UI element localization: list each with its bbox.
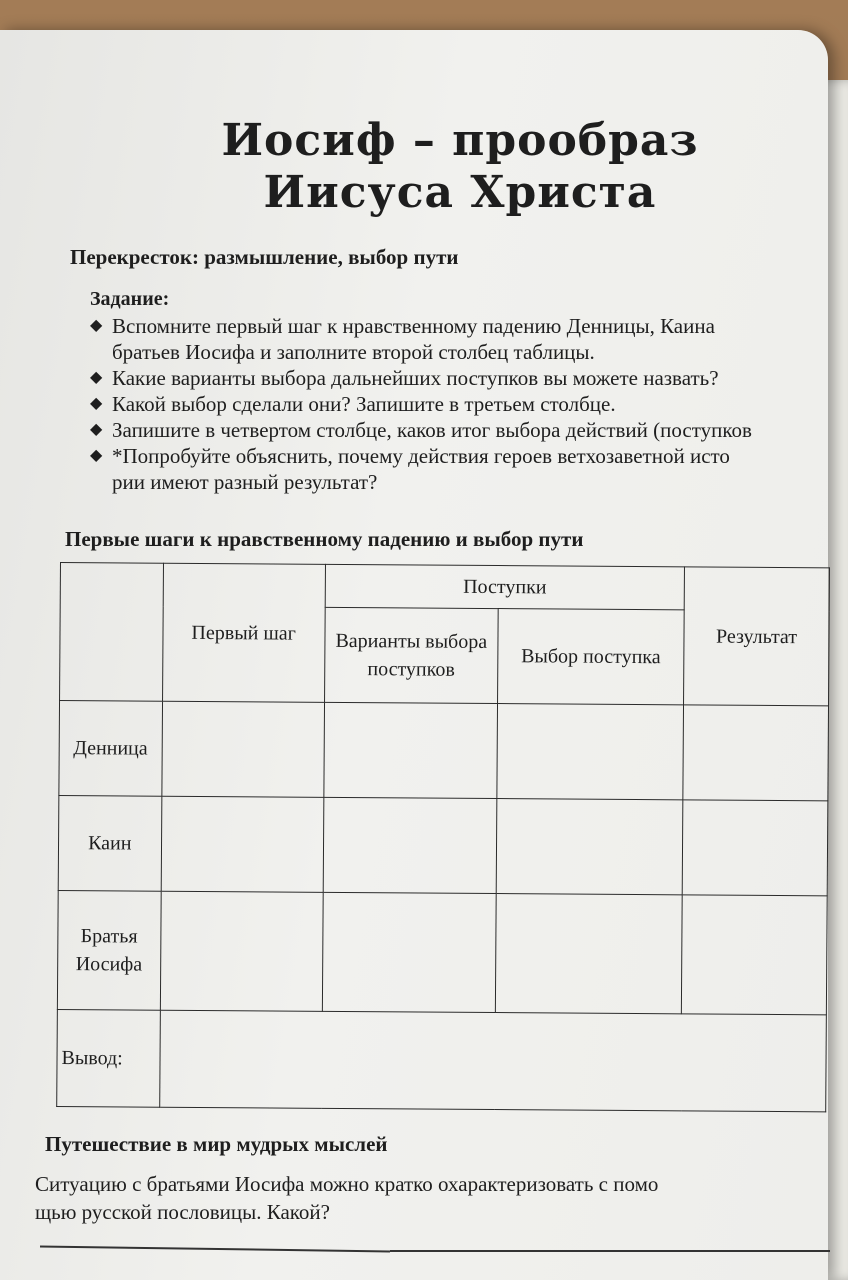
header-variants: Варианты выбора поступков <box>324 607 498 703</box>
table-cell[interactable] <box>160 891 323 1011</box>
conclusion-row <box>57 1009 827 1111</box>
task-item: ◆ Вспомните первый шаг к нравственному падению Денницы, Каина братьев Иосифа и заполните второй столбец таблицы. <box>90 314 715 364</box>
diamond-bullet-icon: ◆ <box>90 447 103 464</box>
task-list <box>90 313 830 495</box>
diamond-bullet-icon: ◆ <box>90 317 103 334</box>
diamond-bullet-icon: ◆ <box>90 421 103 438</box>
task-item: ◆ Какие варианты выбора дальнейших поступков вы можете назвать? <box>90 366 719 390</box>
table-cell[interactable] <box>161 796 324 892</box>
table-cell[interactable] <box>324 702 498 798</box>
table-cell[interactable] <box>161 701 324 797</box>
table-cell[interactable] <box>497 704 684 800</box>
task-item: ◆ Запишите в четвертом столбце, каков итог выбора действий (поступков <box>90 418 752 442</box>
travel-text-line-2: щью русской пословицы. Какой? <box>35 1200 330 1224</box>
table-cell[interactable] <box>322 892 496 1012</box>
steps-table <box>56 562 830 1112</box>
table-row <box>57 890 827 1014</box>
diamond-bullet-icon: ◆ <box>90 369 103 386</box>
title-line-2: Иисуса Христа <box>263 167 657 218</box>
travel-text-line-1: Ситуацию с братьями Иосифа можно кратко охарактеризовать с помо <box>35 1172 659 1196</box>
table-row <box>59 701 829 801</box>
table-cell[interactable] <box>323 797 497 893</box>
diamond-bullet-icon: ◆ <box>90 395 103 412</box>
task-item: ◆ *Попробуйте объяснить, почему действия героев ветхозаветной исто рии имеют разный результат? <box>90 444 730 494</box>
task-item: ◆ Какой выбор сделали они? Запишите в третьем столбце. <box>90 392 616 416</box>
title-line-1: Иосиф – прообраз <box>221 115 699 166</box>
table-header-row <box>60 563 829 611</box>
table-cell[interactable] <box>495 894 682 1014</box>
table-heading: Первые шаги к нравственному падению и выбор пути <box>65 527 584 551</box>
task-block <box>90 288 830 495</box>
empty-corner-cell <box>60 563 163 702</box>
table-cell[interactable] <box>496 799 683 895</box>
header-result: Результат <box>684 567 830 706</box>
row-label: Каин <box>58 795 161 891</box>
book-page <box>0 30 828 1280</box>
answer-line <box>40 1246 390 1252</box>
table-cell[interactable] <box>682 800 827 896</box>
table-row <box>58 795 828 895</box>
row-label: Братья Иосифа <box>57 890 160 1010</box>
conclusion-label: Вывод: <box>57 1009 160 1107</box>
task-label: Задание: <box>90 288 170 310</box>
header-choice: Выбор поступка <box>497 609 684 705</box>
header-first-step: Первый шаг <box>162 563 325 702</box>
travel-text <box>35 1170 848 1226</box>
answer-line <box>390 1250 830 1252</box>
row-label: Денница <box>59 701 162 797</box>
crossroads-heading: Перекресток: размышление, выбор пути <box>70 245 459 269</box>
page-title <box>210 115 710 219</box>
header-actions: Поступки <box>325 564 685 610</box>
travel-heading: Путешествие в мир мудрых мыслей <box>45 1132 388 1156</box>
table-cell[interactable] <box>683 705 828 801</box>
table-cell[interactable] <box>682 895 828 1015</box>
conclusion-cell[interactable] <box>159 1010 826 1112</box>
